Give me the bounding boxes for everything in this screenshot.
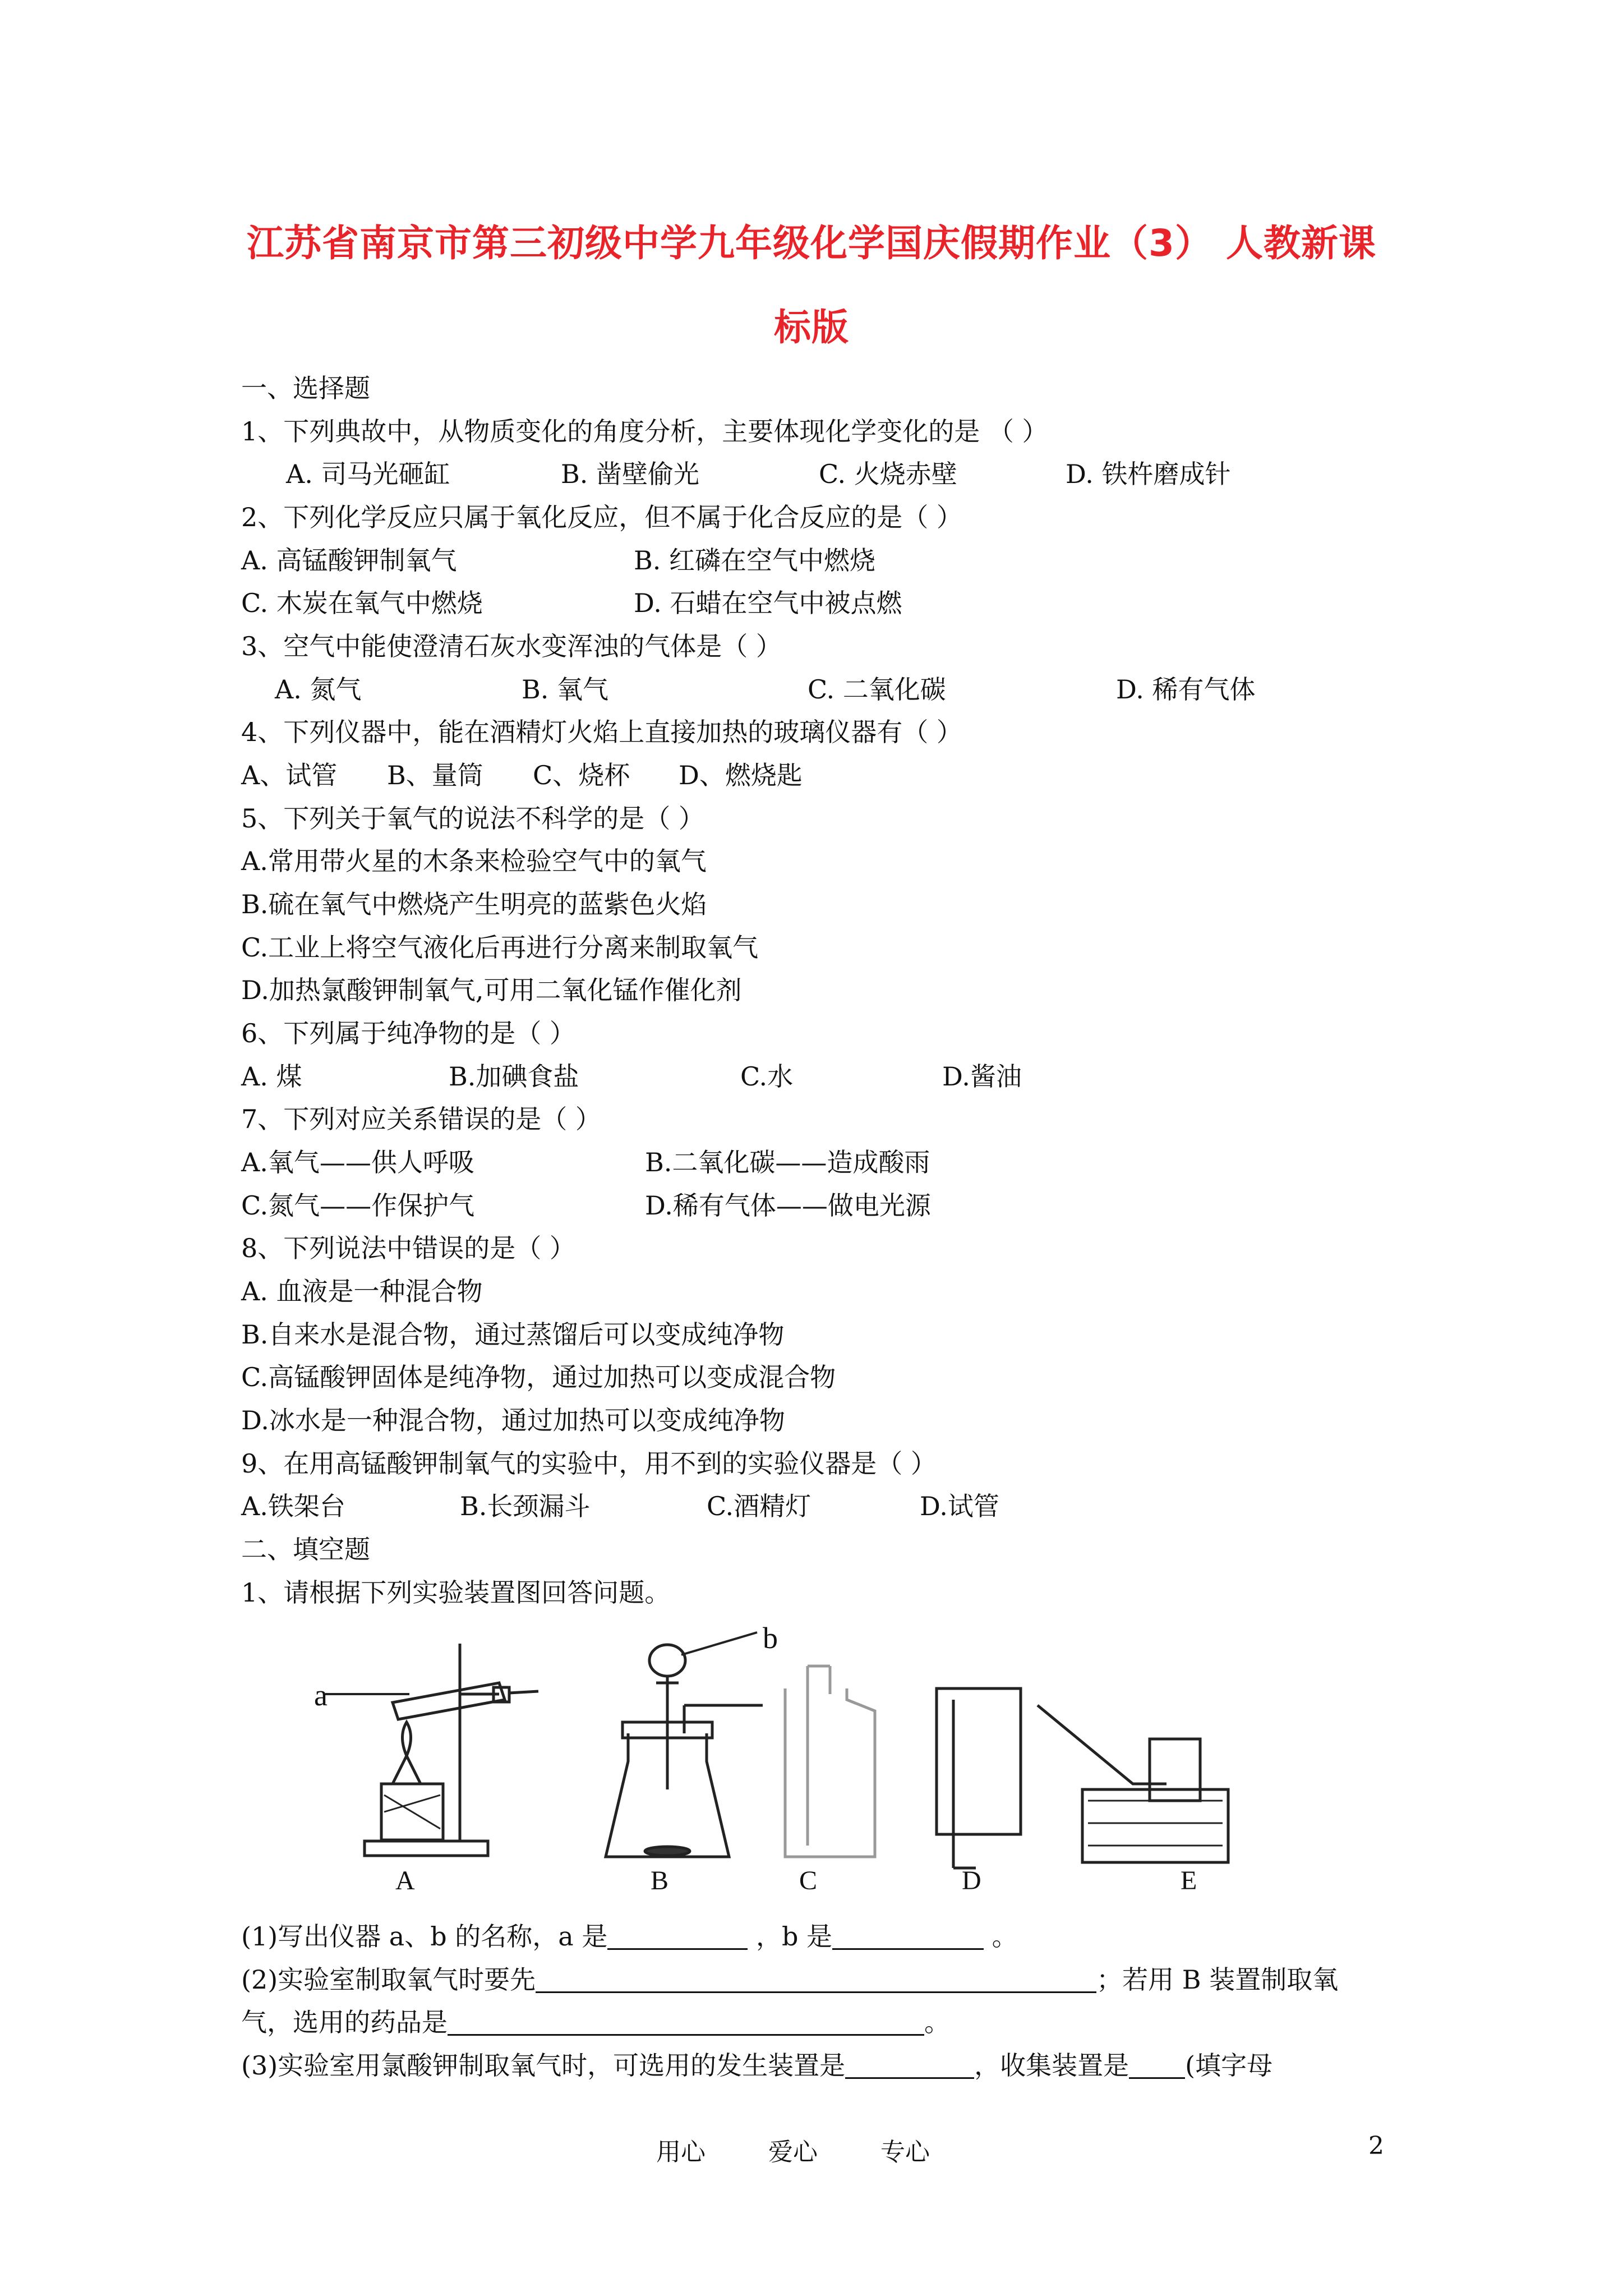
q9-option-a: A.铁架台 bbox=[241, 1491, 345, 1521]
q1-option-b: B. 凿壁偷光 bbox=[561, 459, 700, 489]
q4-option-a: A、试管 bbox=[241, 760, 338, 790]
footer-motto-3: 专心 bbox=[880, 2138, 930, 2166]
answer-blank-first-step[interactable] bbox=[536, 1966, 1096, 1993]
q4-option-c: C、烧杯 bbox=[533, 760, 630, 790]
q4-option-d: D、燃烧匙 bbox=[679, 760, 803, 790]
q3-option-b: B. 氧气 bbox=[522, 674, 609, 705]
q3-option-d: D. 稀有气体 bbox=[1116, 674, 1256, 705]
fill-sub3: (3)实验室用氯酸钾制取氧气时，可选用的发生装置是 ，收集装置是 (填字母 bbox=[241, 2050, 1273, 2081]
q1-option-d: D. 铁杵磨成针 bbox=[1066, 459, 1231, 489]
lab-apparatus-diagram bbox=[292, 1621, 1413, 1879]
q5-option-a: A.常用带火星的木条来检验空气中的氧气 bbox=[241, 846, 707, 876]
q7-option-a: A.氧气——供人呼吸 bbox=[241, 1147, 474, 1177]
page-number: 2 bbox=[1368, 2132, 1384, 2160]
q9-stem: 9、在用高锰酸钾制氧气的实验中，用不到的实验仪器是（ ） bbox=[241, 1448, 937, 1479]
apparatus-label-c: C bbox=[799, 1866, 818, 1895]
q8-option-d: D.冰水是一种混合物，通过加热可以变成纯净物 bbox=[241, 1405, 785, 1435]
q6-stem: 6、下列属于纯净物的是（ ） bbox=[241, 1018, 575, 1048]
q4-option-b: B、量筒 bbox=[387, 760, 483, 790]
q7-option-d: D.稀有气体——做电光源 bbox=[645, 1190, 931, 1221]
fill-sub2: (2)实验室制取氧气时要先 ；若用 B 装置制取氧 bbox=[241, 1964, 1339, 1995]
q7-option-b: B.二氧化碳——造成酸雨 bbox=[645, 1147, 930, 1177]
apparatus-b-flask-funnel bbox=[606, 1632, 763, 1857]
fill-sub2-cont: 气，选用的药品是 。 bbox=[241, 2007, 950, 2037]
q9-option-d: D.试管 bbox=[920, 1491, 999, 1521]
q2-option-d: D. 石蜡在空气中被点燃 bbox=[634, 588, 902, 618]
q2-option-b: B. 红磷在空气中燃烧 bbox=[634, 545, 876, 576]
q2-option-a: A. 高锰酸钾制氧气 bbox=[241, 545, 457, 576]
q3-stem: 3、空气中能使澄清石灰水变浑浊的气体是（ ） bbox=[241, 631, 782, 661]
q9-option-b: B.长颈漏斗 bbox=[460, 1491, 591, 1521]
q3-option-a: A. 氮气 bbox=[275, 674, 362, 705]
q6-option-b: B.加碘食盐 bbox=[449, 1061, 579, 1092]
q2-stem: 2、下列化学反应只属于氧化反应，但不属于化合反应的是（ ） bbox=[241, 502, 962, 532]
answer-blank-reagents[interactable] bbox=[448, 2008, 924, 2036]
q8-stem: 8、下列说法中错误的是（ ） bbox=[241, 1233, 575, 1263]
q1-stem: 1、下列典故中，从物质变化的角度分析，主要体现化学变化的是 （ ） bbox=[241, 416, 1048, 447]
q8-option-b: B.自来水是混合物，通过蒸馏后可以变成纯净物 bbox=[241, 1319, 785, 1350]
apparatus-label-a: A bbox=[395, 1866, 415, 1895]
section-heading-choice: 一、选择题 bbox=[241, 373, 370, 403]
q9-option-c: C.酒精灯 bbox=[707, 1491, 811, 1521]
q7-option-c: C.氮气——作保护气 bbox=[241, 1190, 475, 1221]
apparatus-e-water-trough bbox=[1038, 1705, 1228, 1862]
q3-option-c: C. 二氧化碳 bbox=[808, 674, 946, 705]
apparatus-d-bottle-down bbox=[937, 1688, 1021, 1868]
q1-option-a: A. 司马光砸缸 bbox=[286, 459, 450, 489]
q8-option-a: A. 血液是一种混合物 bbox=[241, 1276, 483, 1306]
document-title-line-2: 标版 bbox=[774, 306, 849, 349]
apparatus-c-bottle-up bbox=[785, 1666, 875, 1857]
q5-option-c: C.工业上将空气液化后再进行分离来制取氧气 bbox=[241, 932, 759, 963]
answer-blank-collector[interactable] bbox=[1129, 2051, 1185, 2079]
q2-option-c: C. 木炭在氧气中燃烧 bbox=[241, 588, 483, 618]
q1-option-c: C. 火烧赤壁 bbox=[819, 459, 957, 489]
apparatus-label-e: E bbox=[1181, 1866, 1197, 1895]
q8-option-c: C.高锰酸钾固体是纯净物，通过加热可以变成混合物 bbox=[241, 1362, 836, 1392]
q5-stem: 5、下列关于氧气的说法不科学的是（ ） bbox=[241, 803, 704, 834]
answer-blank-generator[interactable] bbox=[845, 2051, 974, 2079]
section-heading-fill: 二、填空题 bbox=[241, 1534, 370, 1565]
apparatus-label-b: B bbox=[651, 1866, 669, 1895]
q6-option-d: D.酱油 bbox=[942, 1061, 1022, 1092]
footer-motto-1: 用心 bbox=[656, 2138, 706, 2166]
fill-sub1: (1)写出仪器 a、b 的名称，a 是 ，b 是 。 bbox=[241, 1921, 1018, 1952]
answer-blank-a[interactable] bbox=[607, 1922, 748, 1950]
q6-option-c: C.水 bbox=[740, 1061, 794, 1092]
label-b: b bbox=[763, 1621, 778, 1655]
answer-blank-b[interactable] bbox=[832, 1922, 984, 1950]
apparatus-label-d: D bbox=[962, 1866, 981, 1895]
q6-option-a: A. 煤 bbox=[241, 1061, 302, 1092]
apparatus-a-heating-setup bbox=[325, 1644, 538, 1856]
fill-q1-stem: 1、请根据下列实验装置图回答问题。 bbox=[241, 1577, 671, 1608]
q7-stem: 7、下列对应关系错误的是（ ） bbox=[241, 1104, 601, 1134]
footer-motto-2: 爱心 bbox=[768, 2138, 818, 2166]
q5-option-d: D.加热氯酸钾制氧气,可用二氧化锰作催化剂 bbox=[241, 975, 742, 1005]
label-a: a bbox=[314, 1678, 328, 1712]
q5-option-b: B.硫在氧气中燃烧产生明亮的蓝紫色火焰 bbox=[241, 889, 707, 919]
document-title-line-1: 江苏省南京市第三初级中学九年级化学国庆假期作业（3） 人教新课 bbox=[247, 222, 1376, 265]
q4-stem: 4、下列仪器中，能在酒精灯火焰上直接加热的玻璃仪器有（ ） bbox=[241, 717, 962, 747]
